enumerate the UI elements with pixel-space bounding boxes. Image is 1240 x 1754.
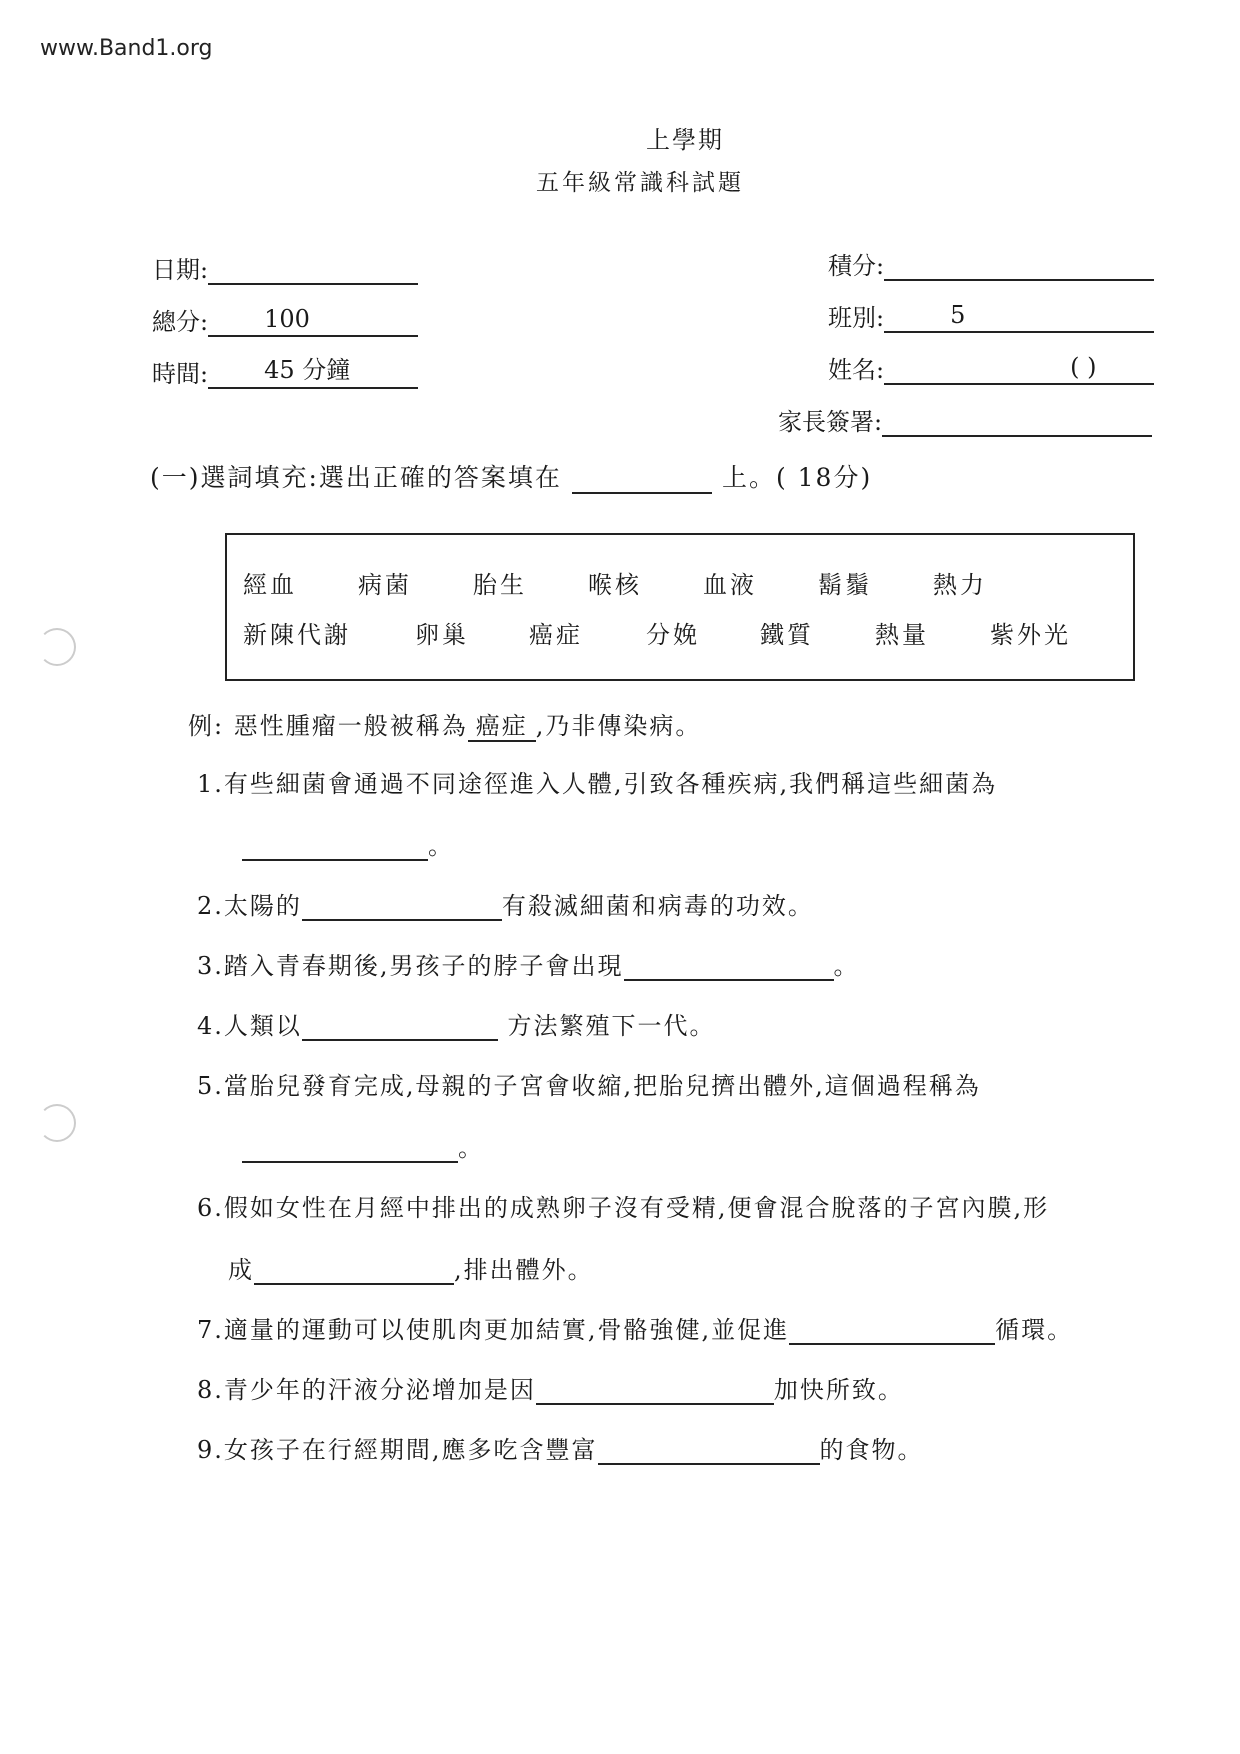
question-7-text: 7.適量的運動可以使肌肉更加結實,骨骼強健,並促進 bbox=[197, 1316, 790, 1344]
word-bank-item: 血液 bbox=[703, 571, 757, 599]
answer-blank bbox=[242, 1139, 458, 1163]
example-suffix: ,乃非傳染病。 bbox=[535, 712, 702, 740]
time-label: 時間: bbox=[152, 360, 209, 388]
name-line bbox=[884, 353, 1154, 385]
word-bank-item: 喉核 bbox=[588, 571, 642, 599]
name-class-number: ( ) bbox=[1070, 353, 1097, 381]
score-label: 積分: bbox=[828, 252, 885, 280]
total-field bbox=[152, 302, 418, 337]
word-bank-item: 新陳代謝 bbox=[243, 621, 351, 649]
exam-term: 上學期 bbox=[646, 126, 724, 154]
total-line bbox=[208, 305, 418, 337]
class-line bbox=[884, 301, 1154, 333]
question-1-text: 1.有些細菌會通過不同途徑進入人體,引致各種疾病,我們稱這些細菌為 bbox=[197, 770, 998, 798]
name-field bbox=[828, 350, 1154, 385]
section-heading-suffix: 上。( 18分) bbox=[721, 463, 873, 492]
total-label: 總分: bbox=[152, 308, 209, 336]
question-9-text: 9.女孩子在行經期間,應多吃含豐富 bbox=[197, 1436, 598, 1464]
answer-blank bbox=[302, 1017, 498, 1041]
date-label: 日期: bbox=[152, 256, 209, 284]
question-6-text: 6.假如女性在月經中排出的成熟卵子沒有受精,便會混合脫落的子宮內膜,形 bbox=[197, 1194, 1050, 1222]
answer-blank bbox=[254, 1261, 454, 1285]
question-2-end: 有殺滅細菌和病毒的功效。 bbox=[501, 892, 814, 920]
question-5 bbox=[197, 1066, 981, 1101]
section-heading bbox=[150, 458, 872, 494]
question-5-answer bbox=[242, 1128, 484, 1163]
answer-blank bbox=[242, 837, 428, 861]
question-8-end: 加快所致。 bbox=[773, 1376, 904, 1404]
question-3-text: 3.踏入青春期後,男孩子的脖子會出現 bbox=[197, 952, 624, 980]
parent-signature-label: 家長簽署: bbox=[778, 408, 883, 436]
example-prefix: 例: 惡性腫瘤一般被稱為 bbox=[188, 712, 468, 740]
word-bank-item: 分娩 bbox=[646, 621, 700, 649]
question-4-end: 方法繁殖下一代。 bbox=[497, 1012, 716, 1040]
score-line bbox=[884, 249, 1154, 281]
question-4-text: 4.人類以 bbox=[197, 1012, 302, 1040]
answer-blank bbox=[624, 957, 834, 981]
answer-blank bbox=[536, 1381, 774, 1405]
word-bank-item: 鐵質 bbox=[760, 621, 814, 649]
question-1 bbox=[197, 764, 997, 799]
question-2 bbox=[197, 886, 814, 921]
question-9 bbox=[197, 1430, 924, 1465]
binder-hole bbox=[38, 628, 76, 666]
answer-blank bbox=[789, 1321, 995, 1345]
word-bank-item: 鬍鬚 bbox=[818, 571, 872, 599]
example-line bbox=[188, 706, 701, 741]
question-2-text: 2.太陽的 bbox=[197, 892, 302, 920]
question-1-end: 。 bbox=[428, 832, 454, 860]
class-label: 班別: bbox=[828, 304, 885, 332]
time-value: 45 分鐘 bbox=[264, 356, 351, 384]
total-value: 100 bbox=[264, 305, 310, 333]
question-1-answer bbox=[242, 826, 454, 861]
section-heading-prefix: (一)選詞填充:選出正確的答案填在 bbox=[150, 463, 562, 492]
parent-signature-line bbox=[882, 405, 1152, 437]
question-7 bbox=[197, 1310, 1073, 1345]
site-watermark: www.Band1.org bbox=[40, 36, 213, 61]
question-5-end: 。 bbox=[458, 1134, 484, 1162]
question-6 bbox=[197, 1188, 1049, 1223]
question-5-text: 5.當胎兒發育完成,母親的子宮會收縮,把胎兒擠出體外,這個過程稱為 bbox=[197, 1072, 981, 1100]
word-bank-item: 熱量 bbox=[875, 621, 929, 649]
word-bank-item: 紫外光 bbox=[990, 621, 1071, 649]
word-bank-item: 熱力 bbox=[933, 571, 987, 599]
section-heading-blank bbox=[572, 470, 712, 494]
answer-blank bbox=[302, 897, 502, 921]
question-6-answer bbox=[228, 1250, 594, 1285]
question-3 bbox=[197, 946, 860, 981]
word-bank-item: 病菌 bbox=[358, 571, 412, 599]
question-4 bbox=[197, 1006, 716, 1041]
binder-hole bbox=[38, 1104, 76, 1142]
word-bank-item: 經血 bbox=[243, 571, 297, 599]
word-bank-item: 卵巢 bbox=[415, 621, 469, 649]
time-line bbox=[208, 357, 418, 389]
example-answer: 癌症 bbox=[468, 712, 536, 742]
question-8 bbox=[197, 1370, 904, 1405]
question-6-end: ,排出體外。 bbox=[454, 1256, 594, 1284]
name-label: 姓名: bbox=[828, 356, 885, 384]
answer-blank bbox=[598, 1441, 820, 1465]
word-bank-item: 胎生 bbox=[473, 571, 527, 599]
question-7-end: 循環。 bbox=[995, 1316, 1074, 1344]
parent-signature-field bbox=[778, 402, 1152, 437]
score-field bbox=[828, 246, 1154, 281]
date-field bbox=[152, 250, 418, 285]
class-field bbox=[828, 298, 1154, 333]
time-field bbox=[152, 354, 418, 389]
question-3-end: 。 bbox=[833, 952, 860, 980]
exam-title: 五年級常識科試題 bbox=[536, 170, 744, 196]
question-6-prefix: 成 bbox=[228, 1256, 254, 1284]
date-line bbox=[208, 253, 418, 285]
word-bank-item: 癌症 bbox=[529, 621, 583, 649]
question-8-text: 8.青少年的汗液分泌增加是因 bbox=[197, 1376, 536, 1404]
question-9-end: 的食物。 bbox=[819, 1436, 924, 1464]
word-bank-box bbox=[225, 533, 1135, 681]
class-value: 5 bbox=[950, 301, 966, 329]
